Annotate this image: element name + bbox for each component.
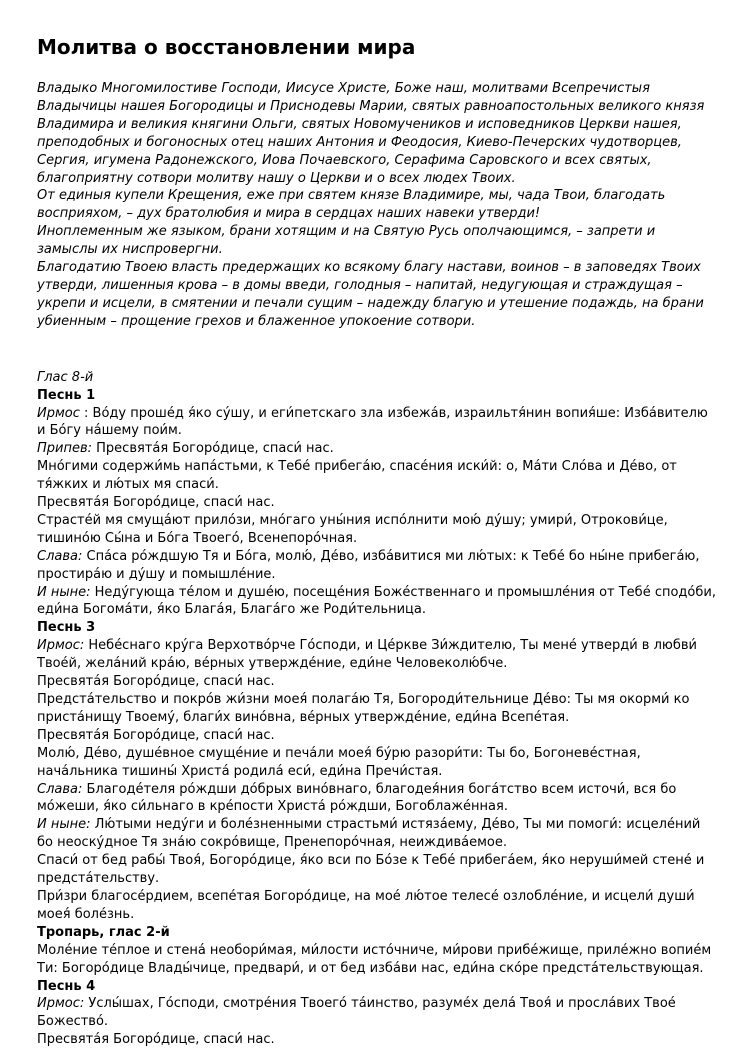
- verse-text: Благоде́теля ро́ждши до́брых вино́внаго, благодея́ния бога́тство всем источи́, вся бо мо́жеши, я́ко си́льнаго в кре́пости Христа́ ро́ждши, Богоблаже́нная.: [37, 781, 677, 815]
- verse-text: Предста́тельство и покро́в жи́зни моея́ полага́ю Тя, Богороди́тельнице Де́во: Ты мя окорми́ ко приста́нищу Твоему́, благи́х вино́вна, ве́рных утвержде́ние, еди́на Всепе́тая.: [37, 692, 690, 725]
- section-heading: Тропарь, глас 2-й: [37, 924, 170, 940]
- verse-text: Пресвята́я Богоро́дице, спаси́ нас.: [37, 674, 275, 690]
- verse-label: Ирмос: [37, 405, 80, 421]
- verse-line: [37, 405, 717, 441]
- verse-text: Мно́гими содержи́мь напа́стьми, к Тебе́ прибега́ю, спасе́ния иски́й: о, Ма́ти Сло́ва и Де́во, от тя́жких и лю́тых мя спаси́.: [37, 459, 677, 493]
- verse-line: [37, 548, 717, 584]
- canon-body: [37, 369, 717, 1049]
- section-heading: Песнь 1: [37, 387, 96, 403]
- verse-line: [37, 512, 717, 548]
- verse-line: [37, 584, 717, 620]
- verse-text: Пресвята́я Богоро́дице, спаси́ нас.: [37, 727, 275, 743]
- page-title: Молитва о восстановлении мира: [37, 35, 416, 59]
- verse-text: Неду́гующа те́лом и душе́ю, посеще́ния Боже́ственнаго и промышле́ния от Тебе́ сподо́би, еди́на Богома́ти, я́ко Блага́я, Блага́го же Роди́тельница.: [37, 584, 716, 618]
- verse-text: : Во́ду проше́д я́ко су́шу, и еги́петскаго зла избежа́в, израильтя́нин вопия́ше: Изба́вителю и Бо́гу на́шему пои́м.: [37, 405, 708, 439]
- verse-text: Страсте́й мя смуща́ют прило́зи, мно́гаго уны́ния испо́лнити мою́ ду́шу; умири́, Отрокови́це, тишино́ю Сы́на и Бо́га Твоего́, Всенепоро́чная.: [37, 512, 668, 546]
- verse-label: И ныне:: [37, 817, 91, 833]
- verse-line: [37, 727, 717, 745]
- document-page: [37, 34, 717, 1049]
- verse-text: Пресвята́я Богоро́дице, спаси́ нас.: [37, 1032, 275, 1048]
- verse-label: Ирмос:: [37, 638, 85, 654]
- intro-paragraph: Иноплеменным же языком, брани хотящим и на Святую Русь ополчающимся, – запрети и замыслы их ниспровергни.: [37, 224, 656, 258]
- verse-line: [37, 1031, 717, 1049]
- intro-paragraph: От единыя купели Крещения, еже при святем князе Владимире, мы, чада Твои, благодать восприяхом, – дух братолюбия и мира в сердцах наших навеки утверди!: [37, 188, 666, 222]
- verse-label: И ныне:: [37, 584, 91, 600]
- intro-paragraph: Благодатию Твоею власть предержащих ко всякому благу настави, воинов – в заповедях Твоих утверди, лишенныя крова – в домы введи, голодныя – напитай, недугующая и страждущая – укрепи и исцели, в смятении и печали сущим – надежду благую и утешение подаждь, на брани убиенным – прощение грехов и блаженное упокоение сотвори.: [37, 260, 704, 329]
- verse-text: Лю́тыми неду́ги и боле́зненными страстьми́ истяза́ему, Де́во, Ты ми помоги́: исцеле́ний бо неоску́дное Тя зна́ю сокро́вище, Пренепоро́чная, неиждива́емое.: [37, 817, 701, 851]
- intro-paragraph: Владыко Многомилостиве Господи, Иисусе Христе, Боже наш, молитвами Всепречистыя Владычицы нашея Богородицы и Приснодевы Марии, святых равноапостольных великого князя Владимира и великия княгини Ольги, святых Новомучеников и исповедников Церкви нашея, преподобных и богоносных отец наших Антония и Феодосия, Киево-Печерских чудотворцев, Сергия, игумена Радонежского, Иова Почаевского, Серафима Саровского и всех святых, благоприятну сотвори молитву нашу о Церкви и о всех людех Твоих.: [37, 81, 705, 186]
- verse-text: Небе́снаго кру́га Верхотво́рче Го́споди, и Це́ркве Зи́ждителю, Ты мене́ утверди́ в любви́ Твое́й, жела́ний кра́ю, ве́рных утвержде́ние, еди́не Человеколю́бче.: [37, 638, 697, 672]
- canon-lines: [37, 387, 717, 1050]
- verse-line: [37, 673, 717, 691]
- verse-line: [37, 781, 717, 817]
- verse-text: Спа́са ро́ждшую Тя и Бо́га, молю́, Де́во, изба́витися ми лю́тых: к Тебе́ бо ны́не прибега́ю, простира́ю и ду́шу и помышле́ние.: [37, 548, 700, 582]
- verse-line: [37, 995, 717, 1031]
- verse-line: [37, 637, 717, 673]
- section-heading: Песнь 4: [37, 978, 96, 994]
- verse-line: [37, 888, 717, 924]
- verse-line: [37, 745, 717, 781]
- verse-line: [37, 691, 717, 727]
- verse-label: Слава:: [37, 548, 83, 564]
- verse-text: Моле́ние те́плое и стена́ необори́мая, ми́лости исто́чниче, ми́рови прибе́жище, приле́жно вопие́м Ти: Богоро́дице Влады́чице, предвари́, и от бед изба́ви нас, еди́на ско́ре предста́тельствующая.: [37, 942, 712, 976]
- verse-label: Ирмос:: [37, 996, 85, 1012]
- verse-line: [37, 458, 717, 494]
- verse-label: Слава:: [37, 781, 83, 797]
- verse-text: Услы́шах, Го́споди, смотре́ния Твоего́ та́инство, разуме́х дела́ Твоя́ и просла́вих Твое́ Божество́.: [37, 996, 676, 1030]
- verse-line: [37, 494, 717, 512]
- verse-text: Спаси́ от бед рабы́ Твоя́, Богоро́дице, я́ко вси по Бо́зе к Тебе́ прибега́ем, я́ко неруши́мей стене́ и предста́тельству.: [37, 853, 705, 887]
- verse-label: Припев:: [37, 441, 93, 457]
- verse-text: Молю́, Де́во, душе́вное смуще́ние и печа́ли моея́ бу́рю разори́ти: Ты бо, Богоневе́стная, нача́льника тишины́ Христа́ родила́ еси́, еди́на Пречи́стая.: [37, 745, 641, 779]
- glas-label: Глас 8-й: [37, 369, 94, 385]
- verse-line: [37, 440, 717, 458]
- prayer-intro: [37, 80, 717, 331]
- verse-line: [37, 816, 717, 852]
- section-heading: Песнь 3: [37, 620, 96, 636]
- verse-line: [37, 942, 717, 978]
- verse-text: Пресвята́я Богоро́дице, спаси́ нас.: [92, 441, 334, 457]
- verse-line: [37, 852, 717, 888]
- verse-text: Пресвята́я Богоро́дице, спаси́ нас.: [37, 495, 275, 511]
- verse-text: При́зри благосе́рдием, всепе́тая Богоро́дице, на мое́ лю́тое телесе́ озлобле́ние, и исцели́ души́ моея́ боле́знь.: [37, 888, 695, 922]
